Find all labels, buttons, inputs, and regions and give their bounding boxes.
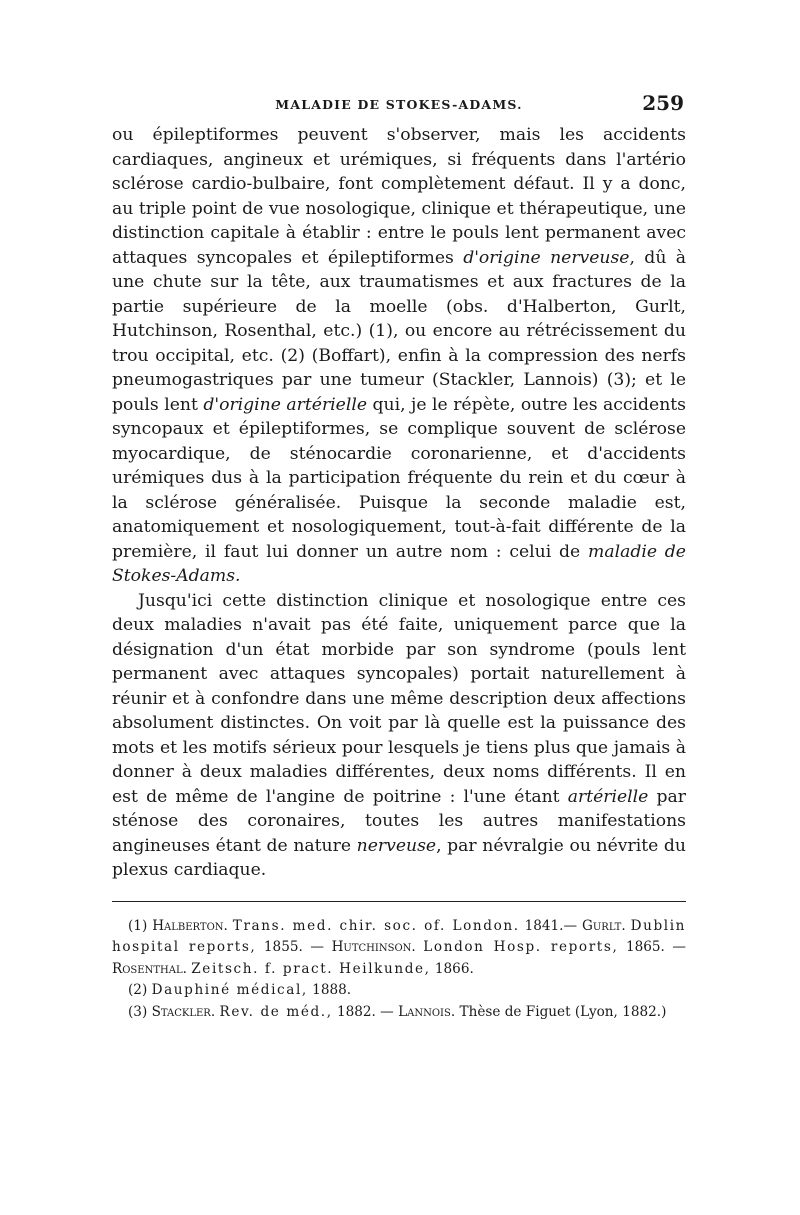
text-segment: (3) xyxy=(128,1003,152,1020)
footnotes xyxy=(112,916,686,1024)
text-segment: Dauphiné médical, xyxy=(151,982,308,998)
text-segment: , par névralgie ou névrite du plexus cardiaque. xyxy=(112,835,686,880)
text-segment: 1866. xyxy=(430,960,474,977)
text-segment: 1888. xyxy=(307,982,352,998)
text-segment: 1841.— xyxy=(519,917,583,934)
text-segment: Dublin hospital reports, xyxy=(112,917,686,955)
text-segment: Rosenthal. xyxy=(112,960,187,977)
footnote xyxy=(112,916,686,981)
text-segment: Stackler. xyxy=(151,1003,216,1020)
text-segment: artérielle xyxy=(567,786,649,807)
text-segment: d'origine artérielle xyxy=(203,394,368,415)
text-segment: , dû à une chute sur la tête, aux traumatismes et aux fractures de la partie supérieure de la moelle (obs. d'Halberton, Gurlt, Hutchinson, Rosenthal, etc.) (1), ou encore au rétrécissement du trou occipital, etc. (2) (Boffart), enfin à la compression des nerfs pneumogastriques par une tumeur (Stackler, Lannois) (3); et le pouls lent xyxy=(112,247,686,415)
text-segment: (1) xyxy=(128,917,153,934)
text-segment: maladie de Stokes-Adams. xyxy=(112,541,686,586)
text-segment: Hutchinson. xyxy=(331,939,416,955)
text-segment: (2) xyxy=(128,982,152,998)
page-header xyxy=(112,91,686,119)
page-number: 259 xyxy=(642,91,684,115)
text-segment: Lannois. xyxy=(398,1003,456,1020)
text-segment: 1855. — xyxy=(256,939,332,955)
text-segment: d'origine nerveuse xyxy=(463,247,630,268)
text-segment: London Hosp. reports, xyxy=(423,939,619,955)
text-segment: Gurlt. xyxy=(582,917,626,934)
text-segment: Thèse de Figuet (Lyon, 1882.) xyxy=(455,1003,667,1020)
text-segment: Trans. med. chir. soc. of. London. xyxy=(232,917,520,934)
footnote-divider xyxy=(112,901,686,902)
text-segment: par sténose des coronaires, toutes les autres manifestations angineuses étant de nature xyxy=(112,786,686,856)
text-segment: Jusqu'ici cette distinction clinique et nosologique entre ces deux maladies n'avait pas été faite, uniquement parce que la désignation d'un état morbide par son syndrome (pouls lent permanent avec attaques syncopales) portait naturellement à réunir et à confondre dans une même description deux affections absolument distinctes. On voit par là quelle est la puissance des mots et les motifs sérieux pour lesquels je tiens plus que jamais à donner à deux maladies différentes, deux noms différents. Il en est de même de l'angine de poitrine : l'une étant xyxy=(112,590,686,807)
text-segment: ou épileptiformes peuvent s'observer, mais les accidents cardiaques, angineux et urémiques, si fréquents dans l'artério sclérose cardio-bulbaire, font complètement défaut. Il y a donc, au triple point de vue nosologique, clinique et thérapeutique, une distinction capitale à établir : entre le pouls lent permanent avec attaques syncopales et épileptiformes xyxy=(112,125,686,268)
book-page xyxy=(112,91,687,1023)
footnote xyxy=(112,980,686,1002)
text-segment: Halberton. xyxy=(152,917,228,934)
paragraph xyxy=(112,589,686,883)
running-title: MALADIE DE STOKES-ADAMS. xyxy=(275,97,523,112)
paragraph xyxy=(112,123,686,589)
text-segment: 1865. — xyxy=(618,939,687,955)
text-segment: Zeitsch. f. pract. Heilkunde, xyxy=(191,960,431,977)
text-segment: 1882. — xyxy=(332,1003,399,1020)
text-segment: qui, je le répète, outre les accidents syncopaux et épileptiformes, se complique souvent de sclérose myocardique, de sténocardie coronarienne, et d'accidents urémiques dus à la participation fréquente du rein et du cœur à la sclérose généralisée. Puisque la seconde maladie est, anatomiquement et nosologiquement, tout-à-fait différente de la première, il faut lui donner un autre nom : celui de xyxy=(112,394,686,562)
text-segment: Rev. de méd., xyxy=(219,1003,333,1020)
footnote xyxy=(112,1002,686,1024)
text-segment: nerveuse xyxy=(356,835,437,856)
body-text xyxy=(112,123,686,883)
